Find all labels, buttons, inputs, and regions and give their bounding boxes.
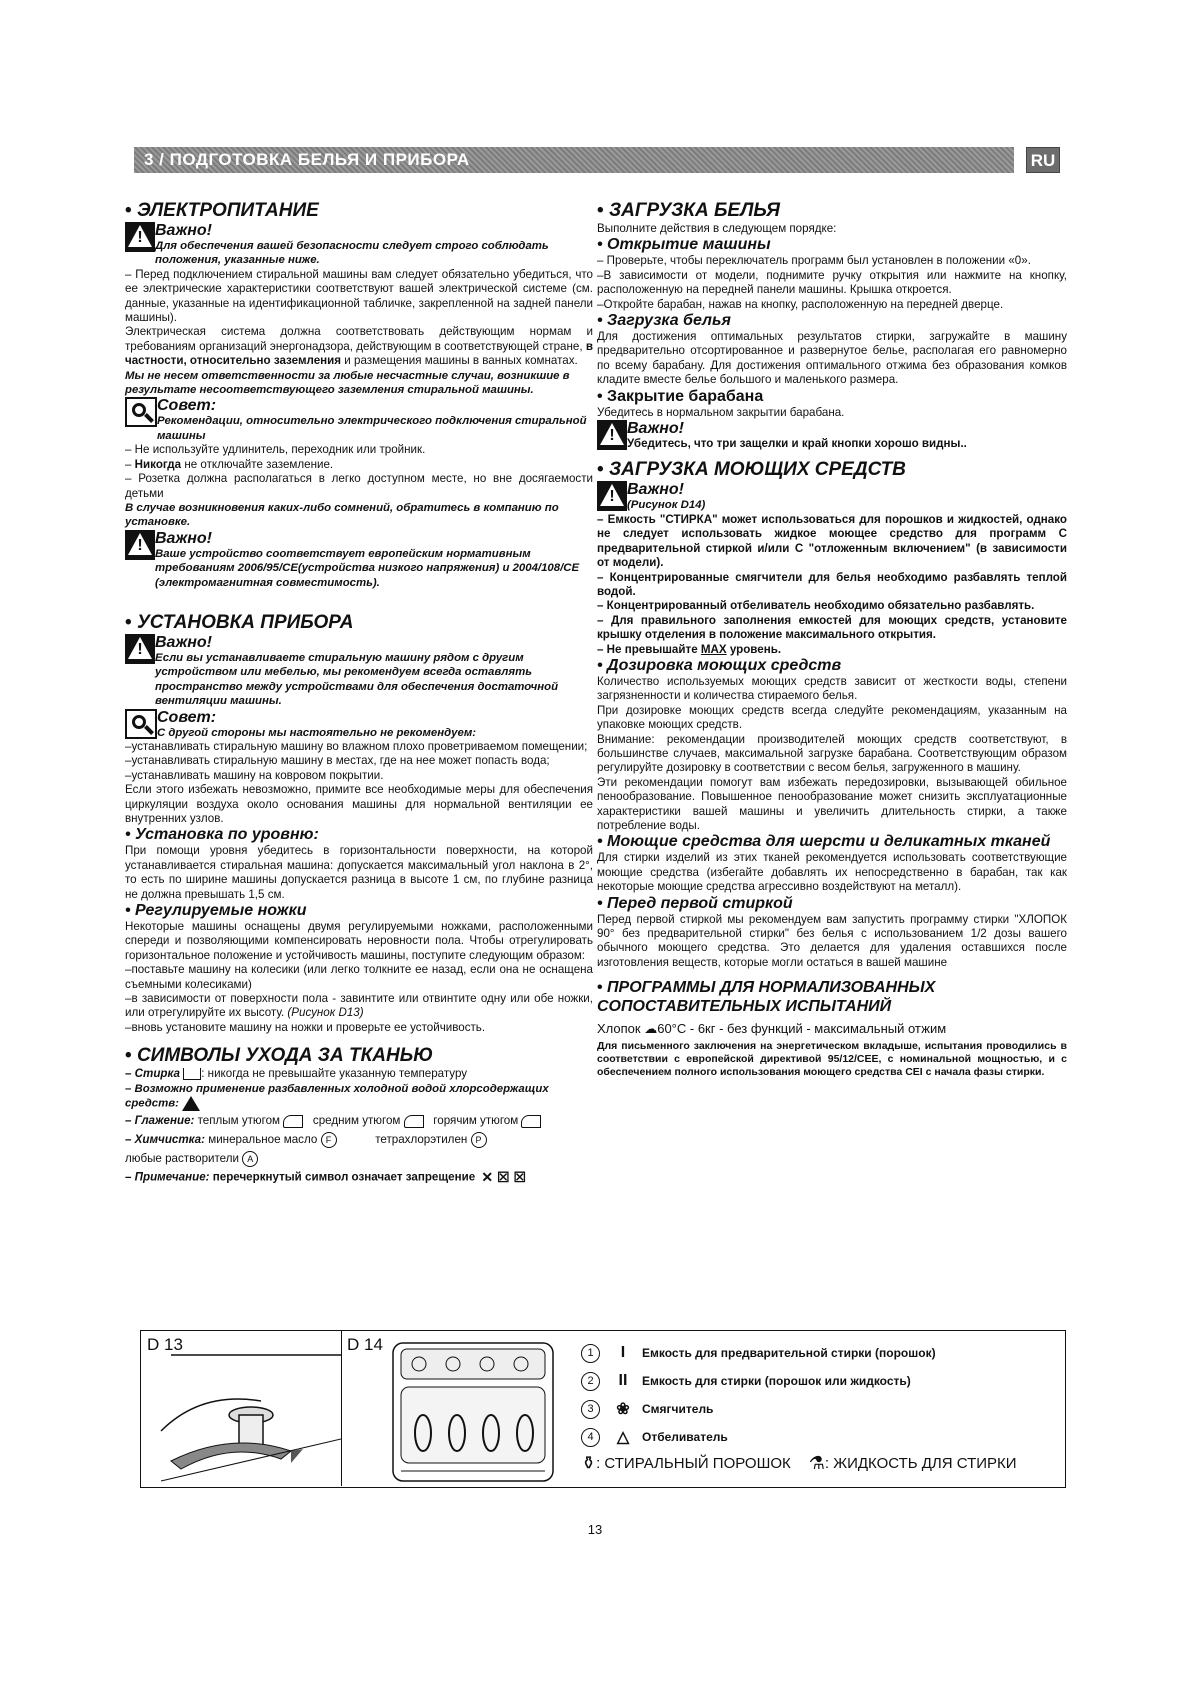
list-item: – Розетка должна располагаться в легко доступном месте, но вне досягаемости детьми (125, 472, 593, 500)
list-item: –поставьте машину на колесики (или легко толкните ее назад, если она не оснащена съемными колесиками) (125, 963, 593, 991)
warning-icon: ! (125, 222, 155, 252)
iron-high-icon (521, 1115, 541, 1128)
paragraph: Перед первой стиркой мы рекомендуем вам запустить программу стирки "ХЛОПОК 90° без предварительной стирки" без белья с использованием 1/2 дозы вашего обычного моющего средства. Это делается для удаления оставшихся после изготовления веществ, которые могли остаться в вашей машине (597, 912, 1067, 969)
iron-low-icon (283, 1115, 303, 1128)
prewash-compartment-icon: I (620, 1344, 626, 1361)
first-wash-subheading: • Перед первой стиркой (597, 894, 793, 912)
warning-title: Важно! (627, 481, 684, 499)
adjustable-foot-illustration (141, 1331, 341, 1486)
wash-tub-icon (183, 1068, 201, 1080)
language-badge: RU (1026, 147, 1060, 173)
paragraph: В случае возникновения каких-либо сомнений, обратитесь в компанию по установке. (125, 501, 559, 529)
care-note: – Примечание: перечеркнутый символ означает запрещение ✕ ☒ ☒ (125, 1168, 527, 1185)
close-subheading: • Закрытие барабана (597, 387, 764, 405)
figure-d13 (141, 1331, 342, 1486)
warning-icon: ! (597, 481, 627, 511)
paragraph: Убедитесь в нормальном закрытии барабана. (597, 405, 845, 419)
paragraph: – Перед подключением стиральной машины вам следует обязательно убедиться, что ее электрические характеристики соответствуют вашей электрической системе (см. данные, указанные на идентификационной табличке, закрепленной на задней панели машины). (125, 267, 593, 325)
legend-item: 3 ❀ Смягчитель (581, 1395, 1061, 1423)
list-item: – Емкость "СТИРКА" может использоваться для порошков и жидкостей, однако не следует использовать жидкое моющее средство для программ С предварительной стиркой и/или С "отложенным включением" (в зависимости от модели). (597, 512, 1067, 570)
care-heading: • СИМВОЛЫ УХОДА ЗА ТКАНЬЮ (125, 1045, 433, 1067)
warning-text: Для обеспечения вашей безопасности следует строго соблюдать положения, указанные ниже. (155, 240, 549, 267)
dosage-subheading: • Дозировка моющих средств (597, 656, 842, 674)
list-item: – Не превышайте MAX уровень. (597, 642, 782, 656)
page-number: 13 (587, 1522, 603, 1537)
detergent-heading: • ЗАГРУЗКА МОЮЩИХ СРЕДСТВ (597, 459, 906, 481)
figure-label: D 13 (147, 1335, 183, 1354)
open-subheading: • Открытие машины (597, 236, 771, 254)
powder-scoop-icon: ⚱ (581, 1453, 597, 1473)
care-bleach: – Возможно применение разбавленных холодной водой хлорсодержащих средств: (125, 1082, 549, 1110)
figure-label: D 14 (347, 1335, 383, 1354)
magnifier-icon (125, 397, 157, 427)
warning-title: Важно! (155, 529, 212, 547)
loading-subheading: • Загрузка белья (597, 312, 731, 330)
warning-text: Убедитесь, что три защелки и край кнопки хорошо видны.. (627, 437, 967, 451)
power-tip (125, 397, 593, 443)
list-item: –вновь установите машину на ножки и проверьте ее устойчивость. (125, 1020, 486, 1034)
warning-title: Важно! (155, 222, 212, 239)
paragraph: При помощи уровня убедитесь в горизонтальности поверхности, на которой устанавливается стиральная машина: допускается максимальный угол наклона в 2°, то есть по ширине машины допускается разница в высоте 1 см, по глубине разница не должна превышать 1,5 см. (125, 844, 593, 901)
dryclean-f-icon: F (321, 1132, 337, 1148)
legend-item: 1 I Емкость для предварительной стирки (порошок) (581, 1339, 1061, 1367)
warning-text: Если вы устанавливаете стиральную машину рядом с другим устройством или мебелью, мы рекомендуем всегда оставлять пространство между устройствами для обеспечения достаточной вентиляции машины. (155, 651, 559, 708)
paragraph: Электрическая система должна соответствовать действующим нормам и требованиям организаций энергонадзора, действующим в соответствующей стране, в частности, относительно заземления и размещения машины в ванных комнатах. (125, 325, 593, 368)
dryclean-a-icon: A (242, 1151, 258, 1167)
figure-legend (581, 1339, 1061, 1451)
warning-icon: ! (125, 530, 155, 560)
paragraph: Для достижения оптимальных результатов стирки, загружайте в машину предварительно отсортированное и развернутое белье, располагая его равномерно по всему барабану. Для достижения оптимального отжима без образования комков кладите вместе белье большого и маленького размера. (597, 330, 1067, 387)
bleach-triangle-icon (182, 1096, 200, 1111)
power-heading: • ЭЛЕКТРОПИТАНИЕ (125, 200, 319, 221)
magnifier-icon (125, 709, 157, 739)
tip-title: Совет: (157, 397, 217, 415)
paragraph: Внимание: рекомендации производителей моющих средств соответствуют, в большинстве случаев, максимальной загрузке барабана. Соответствующим образом регулируйте дозировку в соответствии с весом белья, загруженного в машину. (597, 732, 1067, 775)
programs-line: Хлопок ☁60°С - 6кг - без функций - максимальный отжим (597, 1021, 947, 1037)
load-warning (597, 420, 1067, 451)
warning-title: Важно! (155, 633, 212, 651)
paragraph: Для письменного заключения на энергетическом вкладыше, испытания проводились в соответствии с европейской директивой 95/12/CEE, с номинальной мощностью, и с обеспечением полного использования моющего средства CEI с начала фазы стирки. (597, 1039, 1067, 1078)
dryclean-p-icon: P (471, 1132, 487, 1148)
warning-text: Ваше устройство соответствует европейским нормативным требованиям 2006/95/CE(устройства низкого напряжения) и 2004/108/CE (электромагнитная совместимость). (155, 547, 580, 589)
list-item: – Для правильного заполнения емкостей для моющих средств, установите крышку отделения в положение максимального открытия. (597, 613, 1067, 642)
care-iron: – Глажение: теплым утюгом средним утюгом горячим утюгом (125, 1114, 593, 1128)
feet-subheading: • Регулируемые ножки (125, 902, 307, 920)
paragraph: Мы не несем ответственности за любые несчастные случаи, возникшие в результате несоответствующего заземления стиральной машины. (125, 369, 570, 397)
list-item: –устанавливать стиральную машину во влажном плохо проветриваемом помещении; (125, 739, 588, 753)
paragraph: Количество используемых моющих средств зависит от жесткости воды, степени загрязненности и количества стираемого белья. (597, 674, 1067, 703)
care-dryclean-any: любые растворители A (125, 1151, 593, 1167)
warning-icon: ! (597, 420, 627, 450)
install-heading: • УСТАНОВКА ПРИБОРА (125, 611, 354, 633)
detergent-drawer-illustration (341, 1331, 567, 1486)
figure-d14 (341, 1331, 567, 1486)
section-header-bar (134, 147, 1014, 173)
right-column (597, 200, 1067, 1079)
warning-title: Важно! (627, 420, 684, 438)
load-heading: • ЗАГРУЗКА БЕЛЬЯ (597, 200, 780, 221)
paragraph: –Откройте барабан, нажав на кнопку, расположенную на передней дверце. (597, 297, 1004, 311)
install-warning (125, 634, 593, 709)
liquid-bottle-icon: ⚗ (808, 1453, 825, 1473)
care-wash: – Стирка : никогда не превышайте указанную температуру (125, 1067, 468, 1081)
bleach-triangle-icon: △ (616, 1429, 630, 1446)
tip-title: Совет: (157, 708, 217, 726)
power-warning (125, 222, 593, 268)
paragraph: Если этого избежать невозможно, примите все необходимые меры для обеспечения циркуляции воздуха около основания машины для нормальной вентиляции ее внутренних узлов. (125, 783, 593, 825)
iron-medium-icon (404, 1115, 424, 1128)
paragraph: Некоторые машины оснащены двумя регулируемыми ножками, расположенными спереди и позволяющими компенсировать неровности пола. Чтобы отрегулировать горизонтальное положение и устойчивость машины, поступите следующим образом: (125, 920, 593, 962)
paragraph: –В зависимости от модели, поднимите ручку открытия или нажмите на кнопку, расположенную на передней панели машины. Крышка откроется. (597, 268, 1067, 297)
paragraph: При дозировке моющих средств всегда следуйте рекомендациям, указанным на упаковке моющих средств. (597, 703, 1067, 732)
warning-ref: (Рисунок D14) (627, 499, 706, 512)
left-column (125, 200, 593, 1184)
crossed-symbol-icon: ✕ ☒ ☒ (481, 1168, 527, 1185)
list-item: –устанавливать машину на ковровом покрытии. (125, 768, 384, 782)
level-subheading: • Установка по уровню: (125, 826, 319, 844)
paragraph: Выполните действия в следующем порядке: (597, 222, 837, 235)
power-warning-2 (125, 530, 593, 590)
paragraph: Для стирки изделий из этих тканей рекомендуется использовать соответствующие моющие средства (избегайте добавлять их непосредственно в барабан, так как некоторые моющие средства агрессивно воздействуют на металл). (597, 851, 1067, 894)
detergent-type-legend: ⚱ : СТИРАЛЬНЫЙ ПОРОШОК ⚗ : ЖИДКОСТЬ ДЛЯ СТИРКИ (581, 1453, 1017, 1473)
list-item: – Концентрированный отбеливатель необходимо обязательно разбавлять. (597, 599, 1035, 613)
programs-heading: • ПРОГРАММЫ ДЛЯ НОРМАЛИЗОВАННЫХ СОПОСТАВИТЕЛЬНЫХ ИСПЫТАНИЙ (597, 979, 936, 1016)
paragraph: – Проверьте, чтобы переключатель программ был установлен в положении «0». (597, 254, 1031, 268)
wool-subheading: • Моющие средства для шерсти и деликатных тканей (597, 833, 1051, 851)
softener-flower-icon: ❀ (616, 1401, 630, 1418)
wash-compartment-icon: II (618, 1372, 628, 1389)
list-item: – Не используйте удлинитель, переходник или тройник. (125, 443, 426, 457)
list-item: –в зависимости от поверхности пола - завинтите или отвинтите одну или обе ножки, или отрегулируйте их высоту. (Рисунок D13) (125, 992, 593, 1020)
detergent-warning (597, 481, 1067, 512)
warning-icon: ! (125, 634, 155, 664)
tip-text: Рекомендации, относительно электрического подключения стиральной машины (157, 415, 587, 442)
tip-text: С другой стороны мы настоятельно не рекомендуем: (157, 726, 477, 739)
figures-box (140, 1330, 1066, 1488)
cotton-icon: ☁ (644, 1021, 658, 1037)
install-tip (125, 709, 593, 740)
care-dryclean: – Химчистка: минеральное масло F тетрахлорэтилен P (125, 1132, 593, 1148)
section-header-title: 3 / ПОДГОТОВКА БЕЛЬЯ И ПРИБОРА (144, 150, 470, 169)
list-item: – Никогда не отключайте заземление. (125, 457, 334, 471)
legend-item: 4 △ Отбеливатель (581, 1423, 1061, 1451)
list-item: –устанавливать стиральную машину в местах, где на нее может попасть вода; (125, 754, 550, 768)
list-item: – Концентрированные смягчители для белья необходимо разбавлять теплой водой. (597, 570, 1067, 598)
legend-item: 2 II Емкость для стирки (порошок или жидкость) (581, 1367, 1061, 1395)
paragraph: Эти рекомендации помогут вам избежать передозировки, вызывающей обильное пенообразование. Повышенное пенообразование может снизить эксплуатационные характеристики вашей машины и увеличить длительность стирки, а также потребление воды. (597, 775, 1067, 832)
